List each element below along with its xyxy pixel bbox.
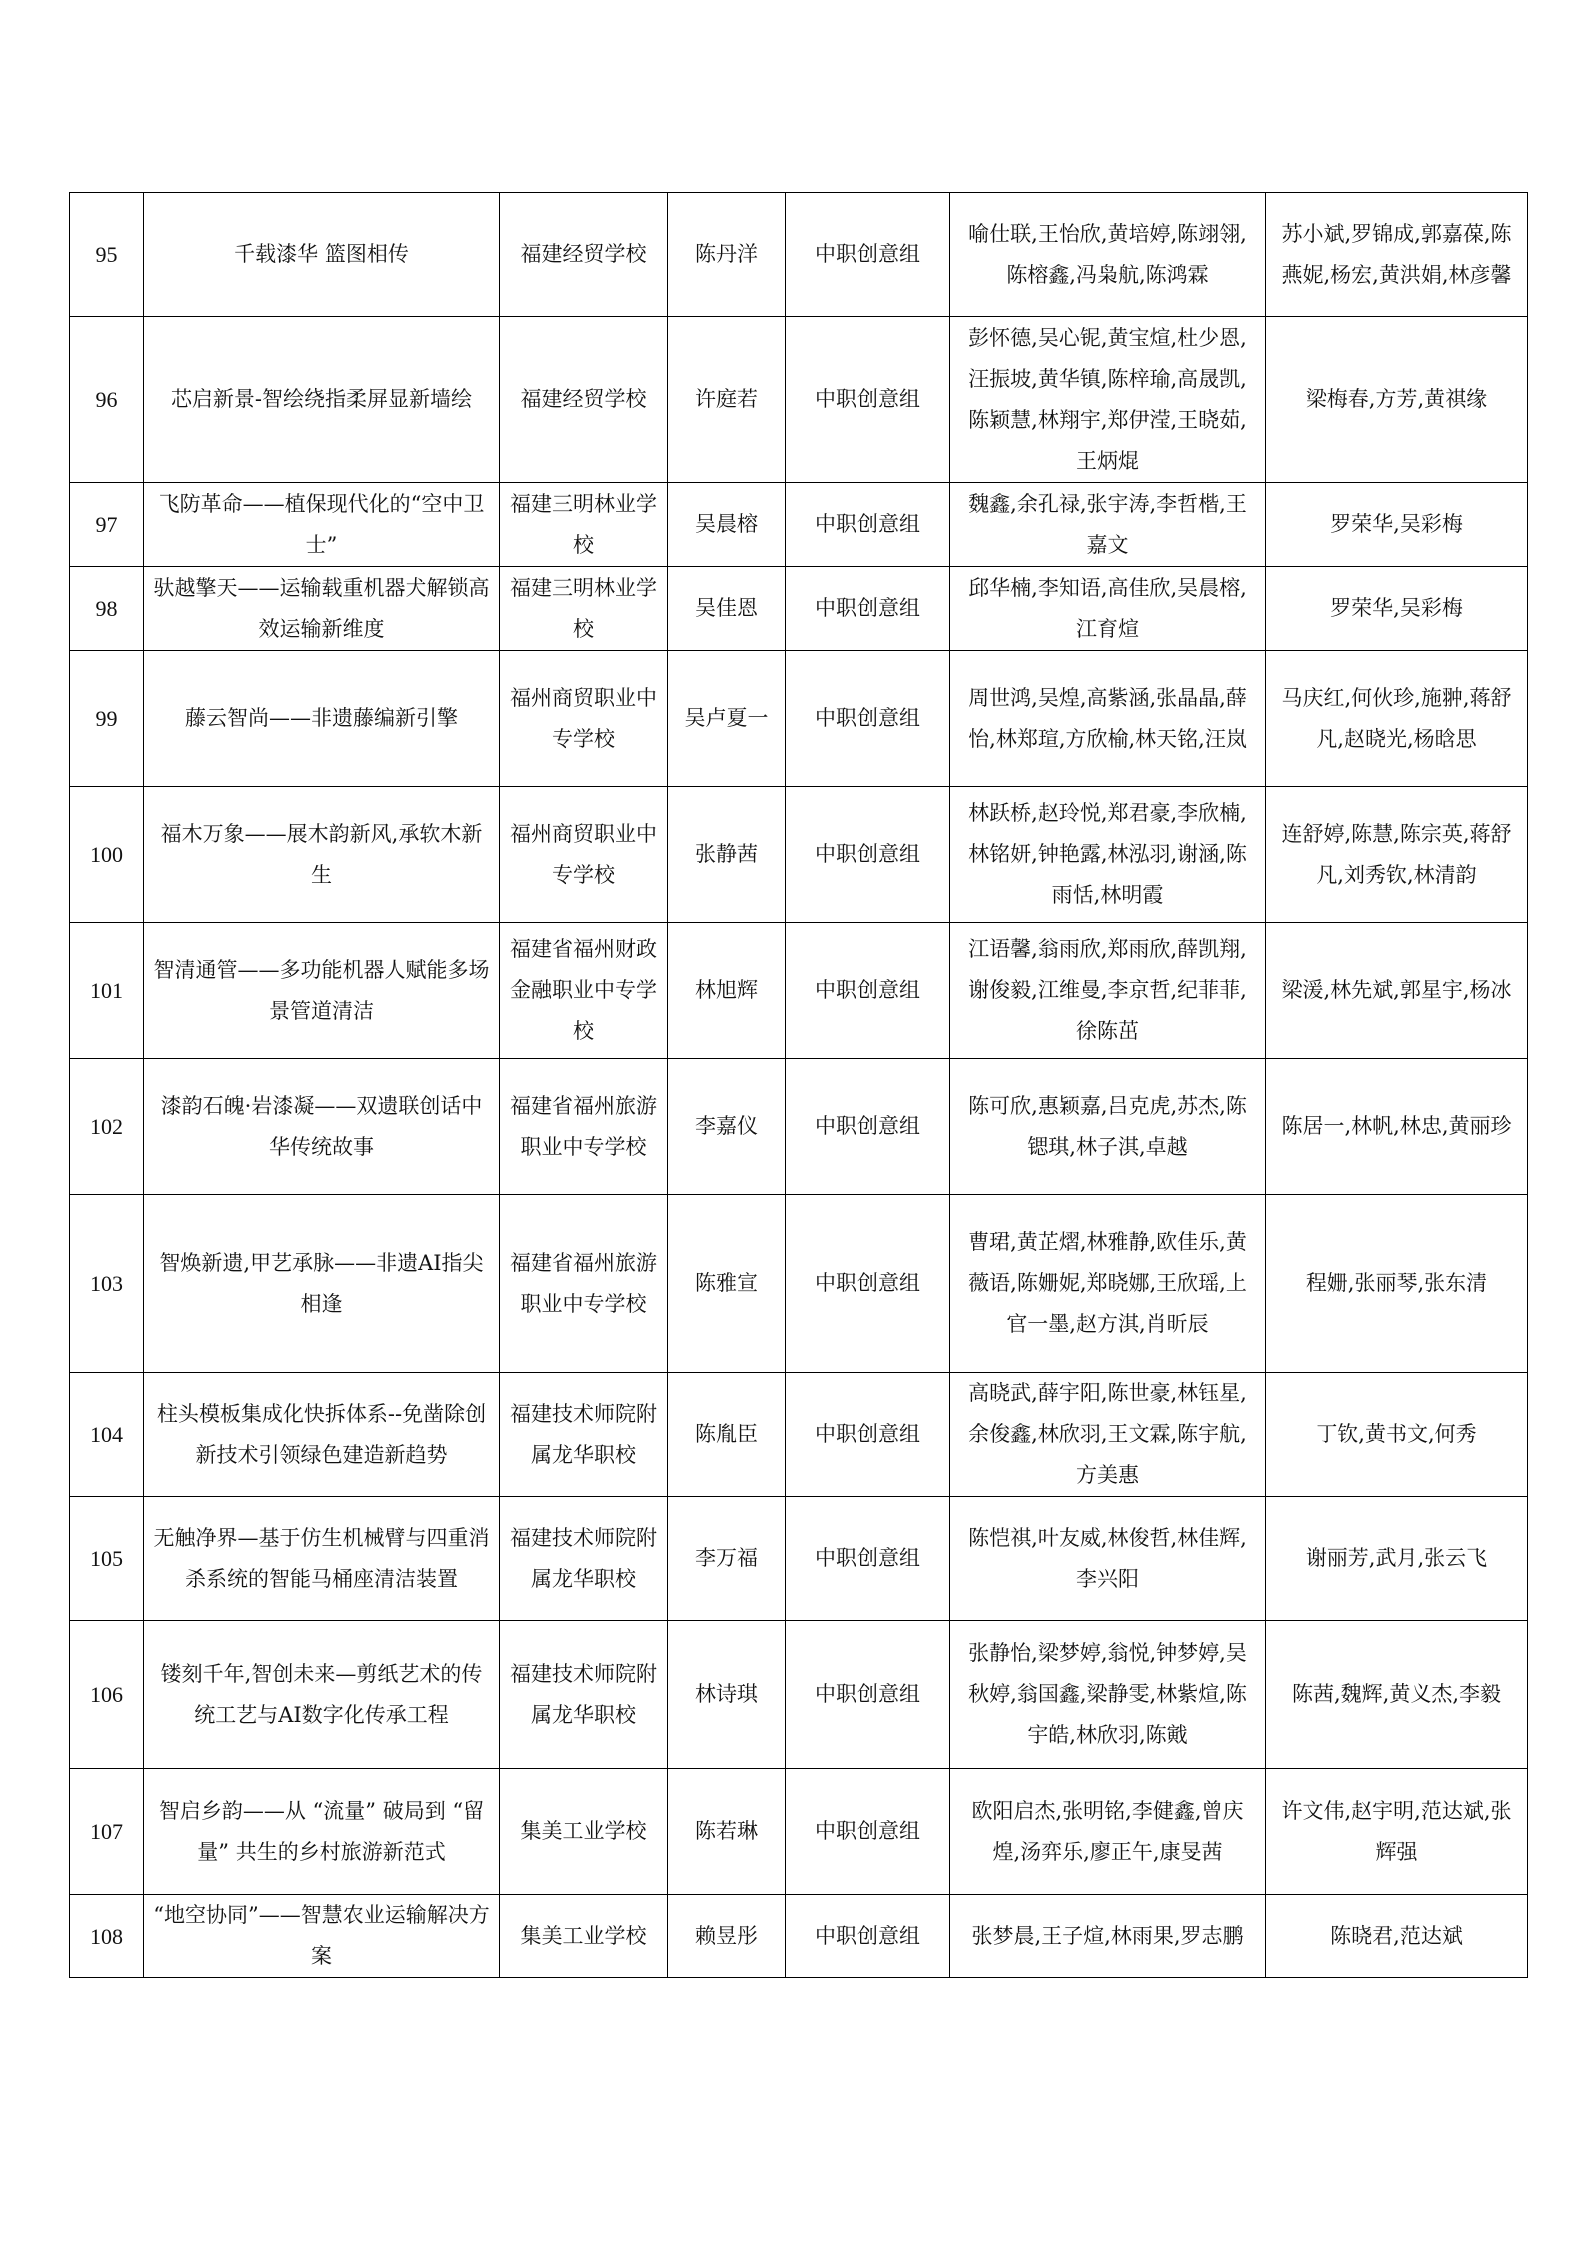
cell-competition-group: 中职创意组 [786,567,950,651]
cell-school-name: 福建三明林业学校 [500,483,668,567]
table-body [70,193,1528,1978]
table-row [70,567,1528,651]
table-row [70,651,1528,787]
cell-team-members: 欧阳启杰,张明铭,李健鑫,曾庆煌,汤弈乐,廖正午,康旻茜 [950,1769,1266,1895]
cell-advisors: 丁钦,黄书文,何秀 [1266,1373,1528,1497]
cell-project-name: 千载漆华 篮图相传 [144,193,500,317]
cell-advisors: 陈居一,林帆,林忠,黄丽珍 [1266,1059,1528,1195]
cell-team-leader: 吴晨榕 [668,483,786,567]
cell-project-name: 藤云智尚——非遗藤编新引擎 [144,651,500,787]
cell-team-leader: 林旭辉 [668,923,786,1059]
cell-team-leader: 陈丹洋 [668,193,786,317]
cell-project-name: 漆韵石魄·岩漆凝——双遗联创话中华传统故事 [144,1059,500,1195]
cell-team-members: 张静怡,梁梦婷,翁悦,钟梦婷,吴秋婷,翁国鑫,梁静雯,林紫煊,陈宇皓,林欣羽,陈戭 [950,1621,1266,1769]
table-row [70,923,1528,1059]
cell-competition-group: 中职创意组 [786,923,950,1059]
table-row [70,317,1528,483]
table-row [70,1769,1528,1895]
cell-team-leader: 陈胤臣 [668,1373,786,1497]
cell-row-number: 98 [70,567,144,651]
table-row [70,1895,1528,1978]
cell-team-leader: 许庭若 [668,317,786,483]
table-row [70,1497,1528,1621]
cell-competition-group: 中职创意组 [786,317,950,483]
cell-project-name: 芯启新景-智绘绕指柔屏显新墙绘 [144,317,500,483]
cell-competition-group: 中职创意组 [786,787,950,923]
cell-competition-group: 中职创意组 [786,651,950,787]
cell-advisors: 梁梅春,方芳,黄祺缘 [1266,317,1528,483]
cell-competition-group: 中职创意组 [786,1895,950,1978]
cell-row-number: 107 [70,1769,144,1895]
cell-team-members: 周世鸿,吴煌,高紫涵,张晶晶,薛怡,林郑瑄,方欣榆,林天铭,汪岚 [950,651,1266,787]
cell-school-name: 集美工业学校 [500,1895,668,1978]
cell-competition-group: 中职创意组 [786,1373,950,1497]
cell-school-name: 福建技术师院附属龙华职校 [500,1621,668,1769]
cell-team-members: 彭怀德,吴心铌,黄宝煊,杜少恩,汪振坡,黄华镇,陈梓瑜,高晟凯,陈颖慧,林翔宇,郑伊滢,王晓茹,王炳焜 [950,317,1266,483]
cell-team-leader: 陈雅宣 [668,1195,786,1373]
cell-row-number: 108 [70,1895,144,1978]
cell-school-name: 福建省福州旅游职业中专学校 [500,1195,668,1373]
cell-row-number: 102 [70,1059,144,1195]
cell-project-name: 飞防革命——植保现代化的“空中卫士” [144,483,500,567]
table-row [70,193,1528,317]
cell-school-name: 福州商贸职业中专学校 [500,787,668,923]
cell-school-name: 集美工业学校 [500,1769,668,1895]
cell-team-members: 喻仕联,王怡欣,黄培婷,陈翊翎,陈榕鑫,冯枭航,陈鸿霖 [950,193,1266,317]
cell-advisors: 陈晓君,范达斌 [1266,1895,1528,1978]
cell-project-name: 镂刻千年,智创未来—剪纸艺术的传统工艺与AI数字化传承工程 [144,1621,500,1769]
table-row [70,1373,1528,1497]
cell-team-members: 江语馨,翁雨欣,郑雨欣,薛凯翔,谢俊毅,江维曼,李京哲,纪菲菲,徐陈茁 [950,923,1266,1059]
cell-school-name: 福建省福州财政金融职业中专学校 [500,923,668,1059]
cell-competition-group: 中职创意组 [786,1059,950,1195]
cell-project-name: 智焕新遗,甲艺承脉——非遗AI指尖相逢 [144,1195,500,1373]
cell-advisors: 罗荣华,吴彩梅 [1266,483,1528,567]
table-row [70,1621,1528,1769]
cell-competition-group: 中职创意组 [786,1497,950,1621]
cell-row-number: 104 [70,1373,144,1497]
cell-team-leader: 吴佳恩 [668,567,786,651]
cell-project-name: 福木万象——展木韵新风,承软木新生 [144,787,500,923]
cell-advisors: 梁湲,林先斌,郭星宇,杨冰 [1266,923,1528,1059]
cell-row-number: 100 [70,787,144,923]
cell-row-number: 105 [70,1497,144,1621]
award-table [69,192,1528,1978]
cell-team-members: 陈恺祺,叶友威,林俊哲,林佳辉,李兴阳 [950,1497,1266,1621]
cell-row-number: 96 [70,317,144,483]
cell-school-name: 福州商贸职业中专学校 [500,651,668,787]
table-row [70,1195,1528,1373]
cell-team-members: 曹珺,黄芷熠,林雅静,欧佳乐,黄薇语,陈姗妮,郑晓娜,王欣瑶,上官一墨,赵方淇,肖昕辰 [950,1195,1266,1373]
cell-team-leader: 陈若琳 [668,1769,786,1895]
cell-team-leader: 赖昱彤 [668,1895,786,1978]
cell-advisors: 罗荣华,吴彩梅 [1266,567,1528,651]
cell-team-leader: 李嘉仪 [668,1059,786,1195]
cell-row-number: 99 [70,651,144,787]
cell-team-members: 张梦晨,王子煊,林雨果,罗志鹏 [950,1895,1266,1978]
cell-row-number: 97 [70,483,144,567]
cell-advisors: 连舒婷,陈慧,陈宗英,蒋舒凡,刘秀钦,林清韵 [1266,787,1528,923]
cell-row-number: 95 [70,193,144,317]
cell-school-name: 福建经贸学校 [500,317,668,483]
cell-team-members: 林跃桥,赵玲悦,郑君豪,李欣楠,林铭妍,钟艳露,林泓羽,谢涵,陈雨恬,林明霞 [950,787,1266,923]
cell-competition-group: 中职创意组 [786,1195,950,1373]
cell-team-leader: 张静茜 [668,787,786,923]
cell-advisors: 程姗,张丽琴,张东清 [1266,1195,1528,1373]
table-row [70,1059,1528,1195]
cell-competition-group: 中职创意组 [786,1769,950,1895]
cell-school-name: 福建三明林业学校 [500,567,668,651]
cell-team-members: 高晓武,薛宇阳,陈世豪,林钰星,余俊鑫,林欣羽,王文霖,陈宇航,方美惠 [950,1373,1266,1497]
cell-project-name: 柱头模板集成化快拆体系--免凿除创新技术引领绿色建造新趋势 [144,1373,500,1497]
cell-project-name: 无触净界—基于仿生机械臂与四重消杀系统的智能马桶座清洁装置 [144,1497,500,1621]
cell-school-name: 福建技术师院附属龙华职校 [500,1373,668,1497]
cell-advisors: 苏小斌,罗锦成,郭嘉葆,陈燕妮,杨宏,黄洪娟,林彦馨 [1266,193,1528,317]
cell-project-name: 智启乡韵——从 “流量” 破局到 “留量” 共生的乡村旅游新范式 [144,1769,500,1895]
cell-competition-group: 中职创意组 [786,193,950,317]
cell-advisors: 许文伟,赵宇明,范达斌,张辉强 [1266,1769,1528,1895]
cell-advisors: 马庆红,何伙珍,施翀,蒋舒凡,赵晓光,杨晗思 [1266,651,1528,787]
cell-row-number: 101 [70,923,144,1059]
cell-team-members: 邱华楠,李知语,高佳欣,吴晨榕,江育煊 [950,567,1266,651]
cell-advisors: 谢丽芳,武月,张云飞 [1266,1497,1528,1621]
cell-project-name: “地空协同”——智慧农业运输解决方案 [144,1895,500,1978]
cell-team-members: 陈可欣,惠颖嘉,吕克虎,苏杰,陈锶琪,林子淇,卓越 [950,1059,1266,1195]
cell-project-name: 智清通管——多功能机器人赋能多场景管道清洁 [144,923,500,1059]
cell-school-name: 福建省福州旅游职业中专学校 [500,1059,668,1195]
cell-school-name: 福建经贸学校 [500,193,668,317]
cell-competition-group: 中职创意组 [786,483,950,567]
cell-team-leader: 吴卢夏一 [668,651,786,787]
table-row [70,787,1528,923]
cell-competition-group: 中职创意组 [786,1621,950,1769]
cell-row-number: 106 [70,1621,144,1769]
cell-school-name: 福建技术师院附属龙华职校 [500,1497,668,1621]
cell-team-leader: 林诗琪 [668,1621,786,1769]
table-row [70,483,1528,567]
cell-row-number: 103 [70,1195,144,1373]
cell-team-leader: 李万福 [668,1497,786,1621]
cell-team-members: 魏鑫,余孔禄,张宇涛,李哲楷,王嘉文 [950,483,1266,567]
cell-project-name: 驮越擎天——运输载重机器犬解锁高效运输新维度 [144,567,500,651]
cell-advisors: 陈茜,魏辉,黄义杰,李毅 [1266,1621,1528,1769]
